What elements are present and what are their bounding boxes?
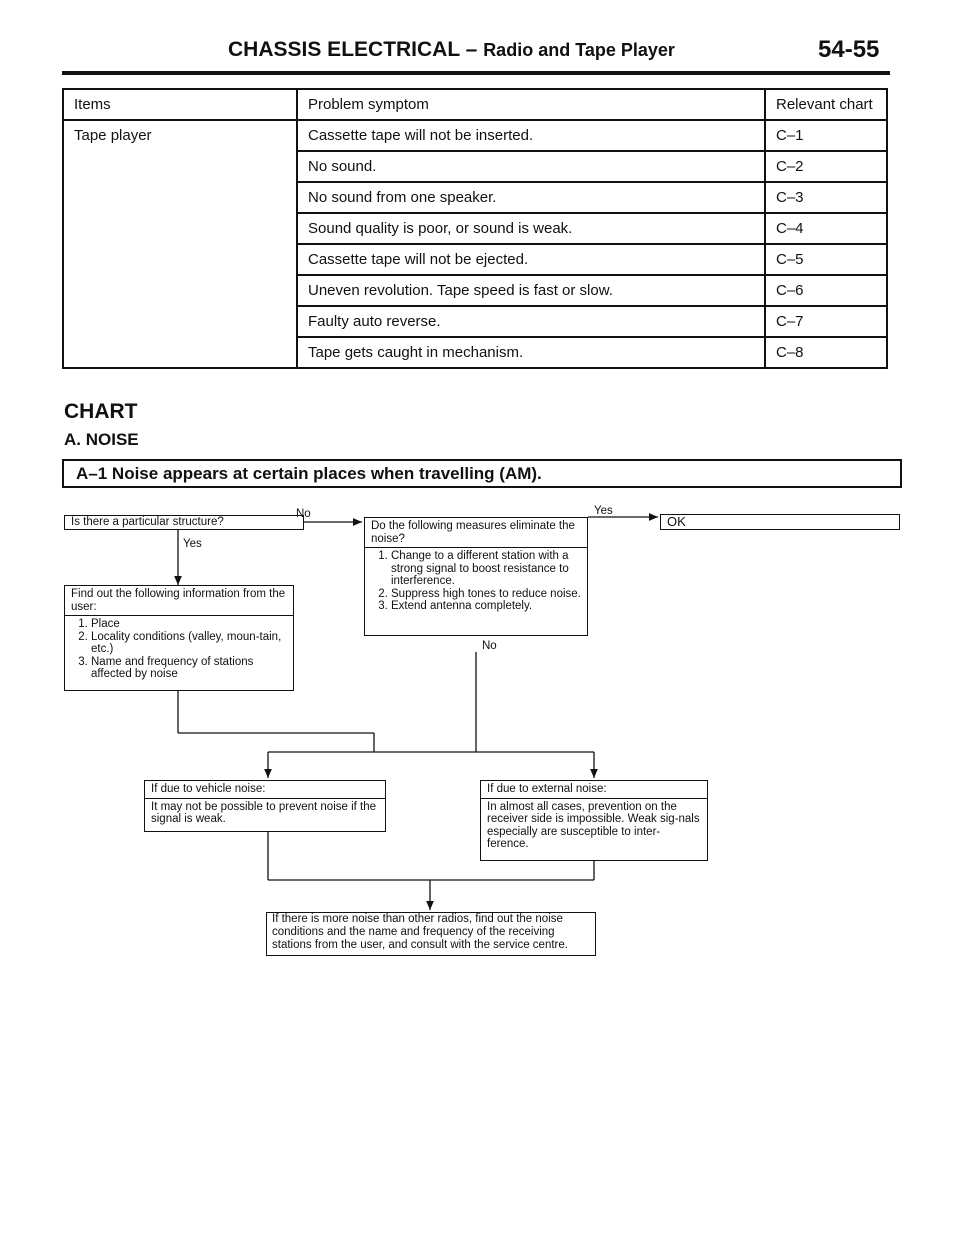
chart-ref-cell: C–3: [765, 182, 887, 213]
page-number: 54-55: [818, 36, 880, 63]
question-structure-box: [64, 515, 304, 530]
list-item: 3. Extend antenna completely.: [391, 600, 581, 613]
yes-label: Yes: [183, 538, 202, 550]
final-advice-text: If there is more noise than other radios, find out the noise conditions and the name and frequency of the receiving stations from the user, and consult with the service centre.: [272, 913, 568, 951]
symptom-cell: Uneven revolution. Tape speed is fast or slow.: [297, 275, 765, 306]
symptom-cell: Cassette tape will not be inserted.: [297, 120, 765, 151]
title-separator: –: [465, 38, 478, 61]
external-noise-header: If due to external noise:: [481, 781, 707, 799]
item-cell: Tape player: [63, 120, 297, 368]
symptom-cell: Cassette tape will not be ejected.: [297, 244, 765, 275]
find-info-list: [71, 618, 287, 681]
chart-heading: CHART: [64, 400, 138, 423]
chart-ref-cell: C–8: [765, 337, 887, 368]
chart-ref-cell: C–4: [765, 213, 887, 244]
chart-ref-cell: C–6: [765, 275, 887, 306]
column-header-chart: Relevant chart: [765, 89, 887, 120]
section-name: CHASSIS ELECTRICAL: [228, 38, 460, 61]
chart-ref-cell: C–1: [765, 120, 887, 151]
column-header-items: Items: [63, 89, 297, 120]
noise-heading: A. NOISE: [64, 430, 139, 449]
symptom-cell: Sound quality is poor, or sound is weak.: [297, 213, 765, 244]
topic-name: Radio and Tape Player: [483, 40, 675, 60]
external-noise-body: In almost all cases, prevention on the receiver side is impossible. Weak sig-nals especially are susceptible to inter-ference.: [487, 800, 700, 850]
chart-ref-cell: C–5: [765, 244, 887, 275]
measures-header: Do the following measures eliminate the noise?: [365, 518, 587, 548]
subheading-code: A–1: [76, 464, 108, 483]
no-label: No: [482, 640, 497, 652]
final-advice-box: [266, 912, 596, 956]
chart-ref-cell: C–7: [765, 306, 887, 337]
list-item: 3. Name and frequency of stations affected by noise: [91, 656, 287, 681]
list-item: 1. Change to a different station with a strong signal to boost resistance to interference.: [391, 550, 581, 588]
vehicle-noise-header: If due to vehicle noise:: [145, 781, 385, 799]
ok-box: [660, 514, 900, 530]
symptom-cell: Tape gets caught in mechanism.: [297, 337, 765, 368]
vehicle-noise-box: [144, 780, 386, 832]
symptom-cell: Faulty auto reverse.: [297, 306, 765, 337]
question-text: Is there a particular structure?: [71, 516, 224, 528]
measures-list: [371, 550, 581, 613]
list-item: 1. Place: [91, 618, 287, 631]
yes-label: Yes: [594, 505, 613, 517]
external-noise-box: [480, 780, 708, 861]
vehicle-noise-body: It may not be possible to prevent noise if the signal is weak.: [151, 800, 377, 825]
list-item: 2. Locality conditions (valley, moun-tain, etc.): [91, 631, 287, 656]
list-item: 2. Suppress high tones to reduce noise.: [391, 588, 581, 601]
ok-text: OK: [667, 514, 686, 529]
no-label: No: [296, 508, 311, 520]
symptom-cell: No sound.: [297, 151, 765, 182]
find-info-box: [64, 585, 294, 691]
find-info-header: Find out the following information from the user:: [65, 586, 293, 616]
symptom-cell: No sound from one speaker.: [297, 182, 765, 213]
chart-ref-cell: C–2: [765, 151, 887, 182]
measures-box: [364, 517, 588, 636]
column-header-symptom: Problem symptom: [297, 89, 765, 120]
subheading-text: Noise appears at certain places when travelling (AM).: [111, 464, 542, 483]
